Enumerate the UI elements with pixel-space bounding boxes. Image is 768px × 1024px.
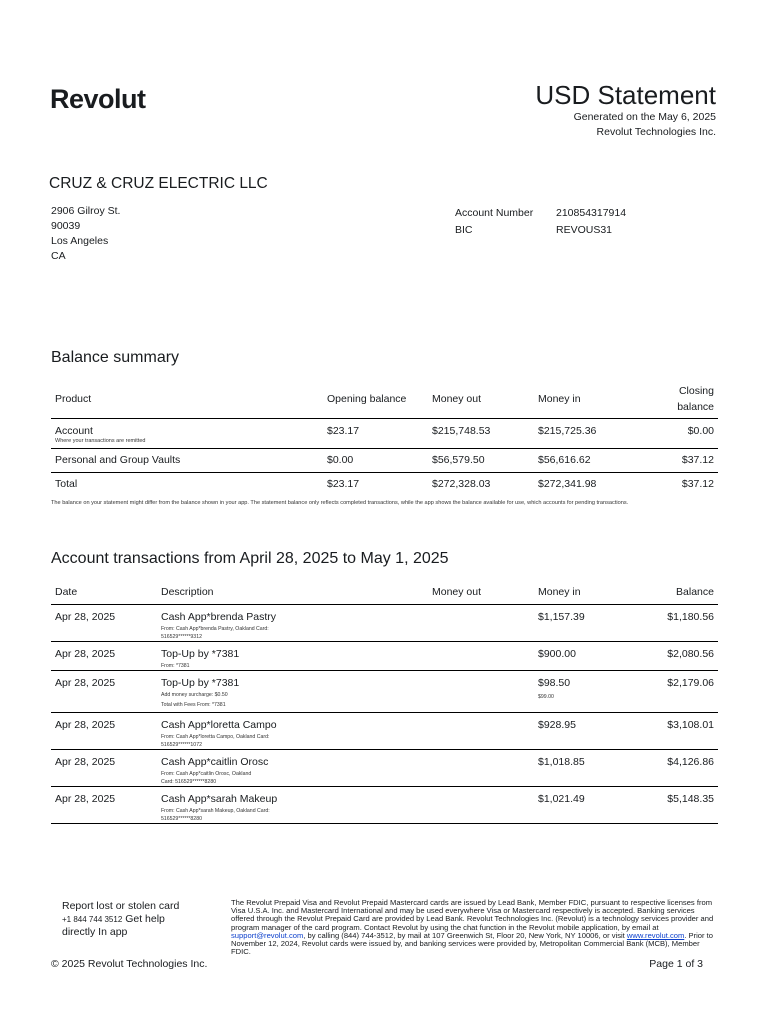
column-header: Closing balance [677, 384, 714, 413]
copyright: © 2025 Revolut Technologies Inc. [51, 958, 208, 970]
closing-balance: $37.12 [681, 453, 714, 466]
tx-money-out [428, 749, 534, 786]
tx-balance: $1,180.56 [667, 610, 714, 623]
column-header: Product [55, 392, 92, 405]
table-row [51, 472, 718, 497]
balance-summary-table [51, 380, 718, 497]
tx-description-cell [157, 641, 428, 670]
bic-value: REVOUS31 [556, 224, 613, 236]
bic-row [455, 222, 626, 239]
tx-description: Cash App*caitlin Orosc [161, 755, 269, 768]
money-out: $272,328.03 [432, 477, 491, 490]
closing-balance: $37.12 [681, 477, 714, 490]
tx-money-out [428, 604, 534, 641]
tx-balance: $3,108.01 [667, 718, 714, 731]
tx-date: Apr 28, 2025 [55, 647, 116, 660]
money-in: $215,725.36 [538, 424, 597, 437]
legal-notice [231, 899, 716, 956]
tx-money-out [428, 712, 534, 749]
tx-money-in: $98.50 [538, 676, 571, 689]
tx-balance: $2,179.06 [667, 676, 714, 689]
generated-date: Generated on the May 6, 2025 [573, 111, 716, 123]
get-help-text: Get help directly In app [62, 913, 165, 938]
table-header-row [51, 380, 718, 418]
tx-description-cell [157, 749, 428, 786]
tx-detail: From: Cash App*caitlin Orosc, Oakland [161, 770, 252, 777]
column-header: Balance [676, 585, 714, 598]
tx-detail: From: Cash App*loretta Campo, Oakland Card: 516529******1072 [161, 733, 270, 748]
issuer-name: Revolut Technologies Inc. [596, 126, 716, 138]
table-row [51, 448, 718, 472]
support-phone[interactable]: +1 844 744 3512 [62, 915, 123, 924]
tx-description-cell [157, 786, 428, 823]
bic-label: BIC [455, 224, 473, 236]
tx-money-in: $1,018.85 [538, 755, 585, 768]
table-row [51, 786, 718, 823]
customer-address [51, 204, 120, 264]
tx-detail: From: Cash App*brenda Pastry, Oakland Card: 516529******9312 [161, 625, 269, 640]
column-header: Money out [432, 585, 482, 598]
money-in: $56,616.62 [538, 453, 591, 466]
tx-money-in-gross: $99.00 [538, 693, 554, 700]
balance-disclaimer: The balance on your statement might differ from the balance shown in your app. The statement balance only reflects completed transactions, while the app shows the balance available for use, which accounts for pending transactions. [51, 500, 629, 506]
account-details [455, 205, 626, 239]
tx-money-in: $900.00 [538, 647, 576, 660]
tx-balance: $5,148.35 [667, 792, 714, 805]
revolut-website-link[interactable]: www.revolut.com [626, 930, 685, 940]
tx-date: Apr 28, 2025 [55, 755, 116, 768]
tx-description-cell [157, 670, 428, 712]
tx-description: Top-Up by *7381 [161, 676, 240, 689]
table-row [51, 749, 718, 786]
tx-detail: From: Cash App*sarah Makeup, Oakland Card: 516529******8280 [161, 807, 270, 822]
tx-description: Cash App*brenda Pastry [161, 610, 276, 623]
address-line: CA [51, 250, 66, 262]
opening-balance: $0.00 [327, 453, 354, 466]
column-header: Date [55, 585, 78, 598]
tx-money-in: $928.95 [538, 718, 576, 731]
account-number-value: 210854317914 [556, 207, 627, 219]
column-header: Money in [538, 585, 581, 598]
statement-title: USD Statement [535, 80, 716, 110]
column-header: Opening balance [327, 392, 407, 405]
tx-date: Apr 28, 2025 [55, 610, 116, 623]
table-header-row [51, 580, 718, 604]
account-number-row [455, 205, 626, 222]
legal-text: The Revolut Prepaid Visa and Revolut Prepaid Mastercard cards are issued by Lead Bank, Member FDIC, pursuant to respective licenses from Visa U.S.A. Inc. and Mastercard International and may be used everywhere Visa or Mastercard respectively is accepted. Banking services offered through the Revolut Prepaid Card are provided by Lead Bank. Revolut Technologies Inc. (Revolut) is a technology services provider and program manager of the card program. Contact Revolut by using the chat function in the Revolut mobile application, by email at [231, 898, 714, 932]
transactions-table [51, 580, 718, 824]
product-name: Personal and Group Vaults [55, 453, 181, 466]
tx-detail: Total with Fees From: *7381 [161, 701, 226, 708]
tx-description-cell [157, 604, 428, 641]
tx-description: Cash App*loretta Campo [161, 718, 277, 731]
tx-date: Apr 28, 2025 [55, 792, 116, 805]
address-line: 90039 [51, 220, 81, 232]
tx-date: Apr 28, 2025 [55, 718, 116, 731]
tx-detail: Add money surcharge: $0.50 [161, 691, 228, 698]
product-note: Where your transactions are remitted [55, 437, 146, 444]
balance-summary-title: Balance summary [51, 349, 180, 366]
tx-date: Apr 28, 2025 [55, 676, 116, 689]
tx-money-out [428, 786, 534, 823]
money-in: $272,341.98 [538, 477, 597, 490]
report-title: Report lost or stolen card [62, 900, 180, 912]
tx-description: Top-Up by *7381 [161, 647, 240, 660]
column-header: Money out [432, 392, 482, 405]
tx-balance: $2,080.56 [667, 647, 714, 660]
page-number: Page 1 of 3 [649, 958, 703, 970]
support-email-link[interactable]: support@revolut.com [231, 930, 304, 940]
product-name: Account [55, 424, 93, 437]
opening-balance: $23.17 [327, 477, 360, 490]
tx-detail: Card: 516529******8280 [161, 778, 217, 785]
table-row [51, 641, 718, 670]
legal-text: . Prior to November 12, 2024, Revolut cards were issued by, and banking services were provided by, Metropolitan Commercial Bank (MCB), Member FDIC. [231, 930, 713, 957]
product-cell [51, 418, 323, 448]
tx-description-cell [157, 712, 428, 749]
closing-balance: $0.00 [687, 424, 714, 437]
opening-balance: $23.17 [327, 424, 360, 437]
revolut-logo: Revolut [50, 84, 146, 114]
table-row [51, 670, 718, 712]
tx-money-in: $1,021.49 [538, 792, 585, 805]
statement-meta [574, 110, 716, 140]
table-row [51, 712, 718, 749]
product-name: Total [55, 477, 78, 490]
company-name: CRUZ & CRUZ ELECTRIC LLC [49, 175, 268, 192]
money-out: $56,579.50 [432, 453, 485, 466]
address-line: Los Angeles [51, 235, 109, 247]
tx-money-in-cell [534, 670, 640, 712]
column-header: Description [161, 585, 214, 598]
tx-money-out [428, 670, 534, 712]
legal-text: , by calling (844) 744-3512, by mail at 107 Greenwich St, Floor 20, New York, NY 10006, or visit [303, 930, 627, 940]
transactions-title: Account transactions from April 28, 2025 to May 1, 2025 [51, 550, 449, 567]
tx-money-in: $1,157.39 [538, 610, 585, 623]
column-header: Money in [538, 392, 581, 405]
table-row [51, 604, 718, 641]
address-line: 2906 Gilroy St. [51, 205, 121, 217]
tx-balance: $4,126.86 [667, 755, 714, 768]
report-lost-card [62, 900, 182, 939]
table-row [51, 418, 718, 448]
account-number-label: Account Number [455, 207, 534, 219]
tx-description: Cash App*sarah Makeup [161, 792, 278, 805]
tx-money-out [428, 641, 534, 670]
money-out: $215,748.53 [432, 424, 491, 437]
tx-detail: From: *7381 [161, 662, 190, 669]
